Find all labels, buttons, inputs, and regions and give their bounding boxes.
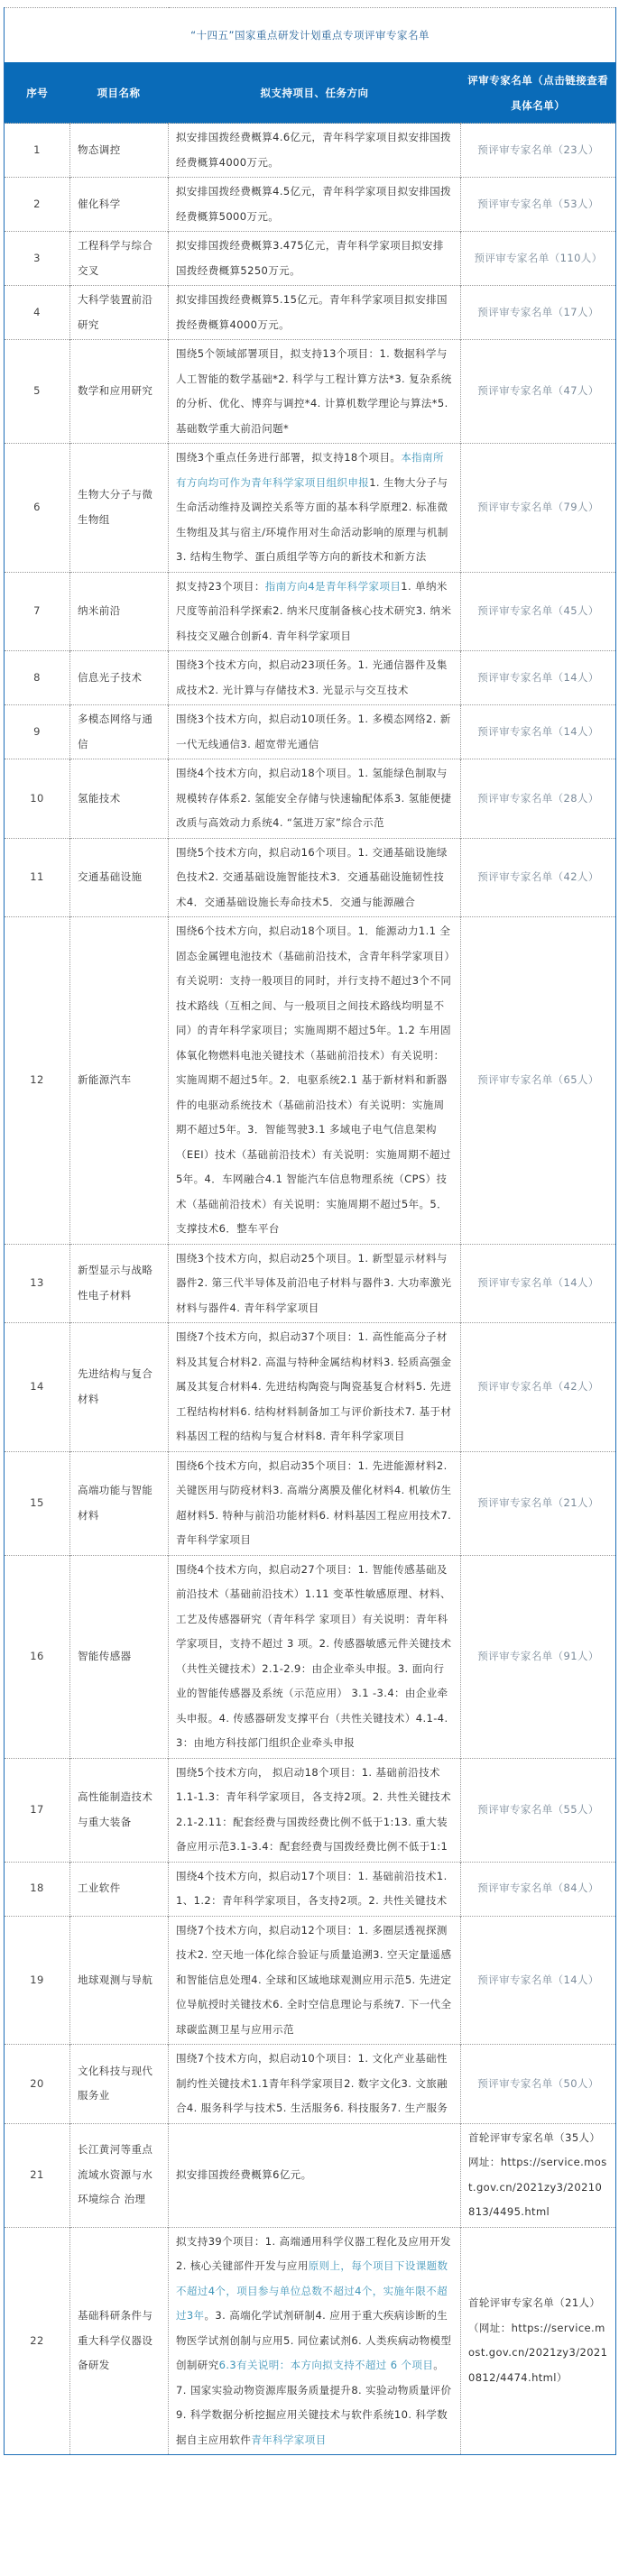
row-index: 20	[5, 2045, 70, 2124]
table-row	[5, 1244, 616, 1323]
expert-list-link[interactable]: 预评审专家名单（55人）	[477, 1802, 599, 1816]
row-index: 10	[5, 759, 70, 839]
expert-list-link[interactable]: 预评审专家名单（14人）	[477, 1276, 599, 1289]
project-direction	[169, 124, 461, 178]
expert-list-cell	[461, 759, 616, 839]
direction-text: 围绕7个技术方向，拟启动12个项目：1. 多圈层透视探测技术2. 空天地一体化综合验证与质量追溯3. 空天定量遥感和智能信息处理4. 全球和区域地球观测应用示范5. 先进定位导航授时关键技术6. 全时空信息理论与系统7. 下一代全球碳监测卫星与应用示范	[176, 1923, 452, 2036]
row-index: 1	[5, 124, 70, 178]
project-name: 工程科学与综合交叉	[70, 232, 169, 286]
project-direction	[169, 1555, 461, 1758]
direction-text: 拟安排国拨经费概算3.475亿元，青年科学家项目拟安排国拨经费概算5250万元。	[176, 239, 444, 277]
expert-list-cell	[461, 2045, 616, 2124]
row-index: 2	[5, 178, 70, 232]
project-direction	[169, 286, 461, 340]
row-index: 14	[5, 1323, 70, 1452]
direction-text: 。7. 国家实验动物资源库服务质量提升8. 实验动物质量评价9. 科学数据分析挖掘应用关键技术与软件系统10. 科学数据自主应用软件	[176, 2359, 452, 2446]
expert-list-cell	[461, 572, 616, 651]
direction-text: 拟安排国拨经费概算4.5亿元，青年科学家项目拟安排国拨经费概算5000万元。	[176, 185, 452, 223]
table-row	[5, 651, 616, 705]
expert-list-cell	[461, 2123, 616, 2227]
direction-text: 围绕5个技术方向，拟启动16个项目。1. 交通基础设施绿色技术2. 交通基础设施智能技术3．交通基础设施韧性技术4．交通基础设施长寿命技术5．交通与能源融合	[176, 845, 448, 908]
expert-list-table	[4, 7, 616, 2455]
expert-list-cell	[461, 1451, 616, 1555]
row-index: 8	[5, 651, 70, 705]
project-name: 长江黄河等重点流域水资源与水环境综合 治理	[70, 2123, 169, 2227]
expert-list-cell	[461, 178, 616, 232]
highlight-note: 指南方向4是青年科学家项目	[264, 579, 402, 593]
table-row	[5, 1862, 616, 1916]
project-direction	[169, 444, 461, 573]
table-row	[5, 2045, 616, 2124]
expert-list-cell	[461, 1916, 616, 2045]
project-direction	[169, 1323, 461, 1452]
expert-list-link[interactable]: 预评审专家名单（91人）	[477, 1649, 599, 1662]
direction-text: 。3. 高端化学试剂研制4. 应用于重大疾病诊断的生物医学试剂创制与应用5. 同位素试剂6. 人类疾病动物模型创制研究	[176, 2309, 452, 2371]
expert-list-cell	[461, 286, 616, 340]
table-row	[5, 1916, 616, 2045]
row-index: 17	[5, 1758, 70, 1862]
project-direction	[169, 651, 461, 705]
expert-list-cell	[461, 124, 616, 178]
direction-text: 围绕3个技术方向，拟启动23项任务。1. 光通信器件及集成技术2. 光计算与存储技术3. 光显示与交互技术	[176, 658, 448, 696]
project-direction	[169, 1916, 461, 2045]
table-row	[5, 340, 616, 444]
project-direction	[169, 2045, 461, 2124]
project-name: 新能源汽车	[70, 917, 169, 1245]
direction-text: 围绕7个技术方向，拟启动10个项目：1. 文化产业基础性制约性关键技术1.1青年科学家项目2. 数字文化3. 文旅融合4. 服务科学与技术5. 生活服务6. 科技服务7. 生产服务	[176, 2052, 448, 2114]
row-index: 9	[5, 705, 70, 759]
header-row	[5, 62, 616, 124]
expert-list-link[interactable]: 预评审专家名单（14人）	[477, 670, 599, 684]
row-index: 22	[5, 2227, 70, 2455]
direction-text: 拟安排国拨经费概算6亿元。	[176, 2167, 312, 2181]
project-name: 多模态网络与通信	[70, 705, 169, 759]
expert-list-link[interactable]: 预评审专家名单（21人）	[477, 1495, 599, 1509]
row-index: 16	[5, 1555, 70, 1758]
title-row	[5, 8, 616, 63]
project-name: 地球观测与导航	[70, 1916, 169, 2045]
row-index: 13	[5, 1244, 70, 1323]
project-name: 数学和应用研究	[70, 340, 169, 444]
expert-list-link[interactable]: 首轮评审专家名单（21人）（网址：https://service.most.gov.cn/2021zy3/20210812/4474.html）	[468, 2296, 608, 2384]
highlight-note: 本指南所有方向均可作为青年科学家项目组织申报	[176, 451, 444, 489]
project-name: 催化科学	[70, 178, 169, 232]
direction-text: 围绕5个技术方向， 拟启动18个项目：1. 基础前沿技术 1.1-1.3：青年科学家项目，各支持2项。2. 共性关键技术2.1-2.11：配套经费与国拨经费比例不低于1:13. 重大装备应用示范3.1-3.4：配套经费与国拨经费比例不低于1:1	[176, 1765, 452, 1853]
project-name: 交通基础设施	[70, 838, 169, 917]
project-direction	[169, 2123, 461, 2227]
direction-text: 拟安排国拨经费概算5.15亿元。青年科学家项目拟安排国拨经费概算4000万元。	[176, 293, 448, 331]
expert-list-link[interactable]: 预评审专家名单（110人）	[474, 251, 603, 264]
expert-list-link[interactable]: 预评审专家名单（84人）	[477, 1881, 599, 1895]
expert-list-link[interactable]: 预评审专家名单（23人）	[477, 143, 599, 156]
direction-text: 围绕6个技术方向，拟启动18个项目。1．能源动力1.1 全固态金属锂电池技术（基础前沿技术，含青年科学家项目）有关说明：支持一般项目的同时，并行支持不超过3个不同技术路线（互相之间、与一般项目之间技术路线均明显不同）的青年科学家项目；实施周期不超过5年。1.2 车用固体氧化物燃料电池关键技术（基础前沿技术）有关说明：实施周期不超过5年。2．电驱系统2.1 基于新材料和新器件的电驱动系统技术（基础前沿技术）有关说明：实施周期不超过5年。3．智能驾驶3.1 多域电子电气信息架构（EEI）技术（基础前沿技术）有关说明：实施周期不超过5年。4．车网融合4.1 智能汽车信息物理系统（CPS）技术（基础前沿技术）有关说明：实施周期不超过5年。5．支撑技术6．整车平台	[176, 925, 452, 1235]
expert-list-cell	[461, 444, 616, 573]
row-index: 18	[5, 1862, 70, 1916]
project-name: 基础科研条件与重大科学仪器设备研发	[70, 2227, 169, 2455]
expert-list-cell	[461, 232, 616, 286]
table-row	[5, 2227, 616, 2455]
expert-list-link[interactable]: 预评审专家名单（50人）	[477, 2076, 599, 2090]
expert-list-link[interactable]: 预评审专家名单（47人）	[477, 384, 599, 398]
direction-text: 拟安排国拨经费概算4.6亿元，青年科学家项目拟安排国拨经费概算4000万元。	[176, 131, 452, 169]
page-title: “十四五”国家重点研发计划重点专项评审专家名单	[5, 8, 616, 63]
project-direction	[169, 917, 461, 1245]
project-direction	[169, 178, 461, 232]
project-direction	[169, 340, 461, 444]
direction-text: 围绕4个技术方向，拟启动27个项目：1. 智能传感基础及前沿技术（基础前沿技术）1.11 变革性敏感原理、材料、工艺及传感器研究（青年科学 家项目）有关说明：青年科学家项目，支持不超过 3 项。2. 传感器敏感元件关键技术（共性关键技术）2.1-2.9：由企业牵头申报。3. 面向行业的智能传感器及系统（示范应用） 3.1 -3.4：由企业牵头申报。4. 传感器研发支撑平台（共性关键技术）4.1-4.3：由地方科技部门组织企业牵头申报	[176, 1562, 452, 1749]
expert-list-cell	[461, 1758, 616, 1862]
expert-list-link[interactable]: 预评审专家名单（42人）	[477, 1380, 599, 1393]
project-name: 生物大分子与微生物组	[70, 444, 169, 573]
project-direction	[169, 232, 461, 286]
expert-list-link[interactable]: 预评审专家名单（79人）	[477, 501, 599, 513]
table-row	[5, 178, 616, 232]
expert-list-cell	[461, 838, 616, 917]
direction-text: 1. 单纳米尺度等前沿科学探索2. 纳米尺度制备核心技术研究3. 纳米科技交叉融合创新4. 青年科学家项目	[176, 579, 452, 642]
header-direction: 拟支持项目、任务方向	[169, 62, 461, 124]
expert-list-link[interactable]: 预评审专家名单（45人）	[477, 604, 599, 617]
table-row	[5, 124, 616, 178]
row-index: 21	[5, 2123, 70, 2227]
table-row	[5, 1323, 616, 1452]
row-index: 4	[5, 286, 70, 340]
table-row	[5, 286, 616, 340]
project-name: 物态调控	[70, 124, 169, 178]
direction-text: 围绕4个技术方向，拟启动17个项目：1. 基础前沿技术1.1、1.2：青年科学家项目，各支持2项。2. 共性关键技术	[176, 1869, 448, 1907]
expert-list-cell	[461, 1862, 616, 1916]
project-name: 纳米前沿	[70, 572, 169, 651]
header-experts: 评审专家名单（点击链接查看具体名单）	[461, 62, 616, 124]
direction-text: 围绕3个重点任务进行部署，拟支持18个项目。	[176, 451, 402, 464]
direction-text: 围绕3个技术方向，拟启动10项任务。1. 多模态网络2. 新一代无线通信3. 超宽带光通信	[176, 713, 451, 750]
project-direction	[169, 1451, 461, 1555]
expert-list-cell	[461, 1555, 616, 1758]
table-row	[5, 1555, 616, 1758]
table-row	[5, 232, 616, 286]
project-direction	[169, 572, 461, 651]
expert-list-link[interactable]: 预评审专家名单（28人）	[477, 791, 599, 805]
expert-list-cell	[461, 340, 616, 444]
expert-list-link[interactable]: 预评审专家名单（14人）	[477, 724, 599, 738]
expert-list-link[interactable]: 预评审专家名单（65人）	[477, 1073, 599, 1086]
row-index: 12	[5, 917, 70, 1245]
project-name: 信息光子技术	[70, 651, 169, 705]
project-direction	[169, 1244, 461, 1323]
direction-text: 拟支持23个项目：	[176, 579, 265, 593]
row-index: 11	[5, 838, 70, 917]
row-index: 6	[5, 444, 70, 573]
table-row	[5, 2123, 616, 2227]
project-name: 高性能制造技术与重大装备	[70, 1758, 169, 1862]
row-index: 5	[5, 340, 70, 444]
highlight-note: 青年科学家项目	[251, 2433, 327, 2446]
table-row	[5, 838, 616, 917]
expert-list-cell	[461, 1244, 616, 1323]
table-row	[5, 917, 616, 1245]
expert-list-cell	[461, 651, 616, 705]
project-name: 氢能技术	[70, 759, 169, 839]
direction-text: 围绕6个技术方向，拟启动35个项目：1. 先进能源材料2. 关键医用与防疫材料3. 高端分离膜及催化材料4. 机敏仿生超材料5. 特种与前沿功能材料6. 材料基因工程应用技术7. 青年科学家项目	[176, 1458, 452, 1546]
row-index: 3	[5, 232, 70, 286]
table-row	[5, 759, 616, 839]
table-row	[5, 1451, 616, 1555]
direction-text: 围绕3个技术方向，拟启动25个项目。1. 新型显示材料与器件2. 第三代半导体及前沿电子材料与器件3. 大功率激光材料与器件4. 青年科学家项目	[176, 1251, 452, 1314]
expert-list-link[interactable]: 预评审专家名单（42人）	[477, 870, 599, 883]
table-row	[5, 444, 616, 573]
project-name: 先进结构与复合材料	[70, 1323, 169, 1452]
expert-list-link[interactable]: 首轮评审专家名单（35人）网址：https://service.most.gov.cn/2021zy3/20210813/4495.html	[468, 2130, 607, 2218]
expert-list-cell	[461, 2227, 616, 2455]
expert-list-cell	[461, 705, 616, 759]
direction-text: 1. 生物大分子与生命活动维持及调控关系等方面的基本科学原理2. 标准微生物组及其与宿主/环境作用对生命活动影响的原理与机制3. 结构生物学、蛋白质组学等方向的新技术和新方法	[176, 475, 448, 563]
direction-text: 围绕4个技术方向，拟启动18个项目。1. 氢能绿色制取与规模转存体系2. 氢能安全存储与快速输配体系3. 氢能便捷改质与高效动力系统4. “氢进万家”综合示范	[176, 767, 452, 829]
header-name: 项目名称	[70, 62, 169, 124]
expert-list-cell	[461, 1323, 616, 1452]
expert-list-link[interactable]: 预评审专家名单（14人）	[477, 1973, 599, 1986]
project-name: 文化科技与现代服务业	[70, 2045, 169, 2124]
project-name: 大科学装置前沿研究	[70, 286, 169, 340]
header-index: 序号	[5, 62, 70, 124]
project-direction	[169, 705, 461, 759]
direction-text: 拟支持39个项目：1. 高端通用科学仪器工程化及应用开发2. 核心关键部件开发与应用	[176, 2234, 451, 2272]
project-name: 新型显示与战略性电子材料	[70, 1244, 169, 1323]
expert-list-link[interactable]: 预评审专家名单（17人）	[477, 305, 599, 318]
expert-list-cell	[461, 917, 616, 1245]
row-index: 19	[5, 1916, 70, 2045]
project-direction	[169, 838, 461, 917]
direction-text: 围绕5个领域部署项目，拟支持13个项目：1. 数据科学与人工智能的数学基础*2. 科学与工程计算方法*3. 复杂系统的分析、优化、博弈与调控*4. 计算机数学理论与算法*5. 基础数学重大前沿问题*	[176, 347, 452, 435]
project-direction	[169, 1862, 461, 1916]
direction-text: 围绕7个技术方向，拟启动37个项目：1. 高性能高分子材料及其复合材料2. 高温与特种金属结构材料3. 轻质高强金属及其复合材料4. 先进结构陶瓷与陶瓷基复合材料5. 先进工程结构材料6. 结构材料制备加工与评价新技术7. 基于材料基因工程的结构与复合材料8. 青年科学家项目	[176, 1330, 452, 1442]
project-direction	[169, 2227, 461, 2455]
table-row	[5, 1758, 616, 1862]
highlight-note: 原则上，每个项目下设课题数不超过4个，项目参与单位总数不超过4个，实施年限不超过3年	[176, 2259, 448, 2322]
table-row	[5, 572, 616, 651]
table-body	[5, 124, 616, 2455]
row-index: 15	[5, 1451, 70, 1555]
highlight-note: 6.3有关说明：本方向拟支持不超过 6 个项目	[218, 2359, 434, 2371]
project-name: 高端功能与智能材料	[70, 1451, 169, 1555]
project-direction	[169, 759, 461, 839]
project-name: 工业软件	[70, 1862, 169, 1916]
project-direction	[169, 1758, 461, 1862]
table-row	[5, 705, 616, 759]
row-index: 7	[5, 572, 70, 651]
project-name: 智能传感器	[70, 1555, 169, 1758]
expert-list-link[interactable]: 预评审专家名单（53人）	[477, 197, 599, 210]
